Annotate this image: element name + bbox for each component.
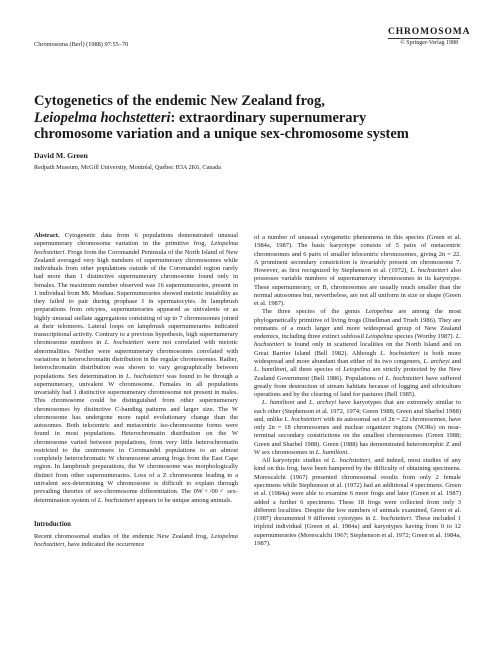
species-name: Leiopelma hochstetteri [34, 533, 238, 549]
introduction-paragraph [34, 533, 238, 550]
title-line-2: : extraordinary supernumerary [170, 109, 367, 126]
body-text: and [449, 357, 461, 365]
body-text: The three species of the genus [262, 308, 366, 316]
species-name: Leiopelma [343, 366, 371, 374]
species-name: L. archeyi [423, 357, 450, 365]
body-paragraph [254, 308, 461, 399]
body-paragraph [254, 399, 461, 457]
species-name: Leiopelma [365, 308, 393, 316]
body-text: All karyotypic studies of [262, 457, 332, 465]
abstract [34, 232, 238, 505]
abstract-text: appears to be unique among animals. [135, 496, 233, 504]
abstract-text: was found to be through a supernumerary, univalent W chromosome. Females in all populations invariably had 1 distinctive supernumerary chromosome not present in males. This chromosome could be distinguished from other supernumerary chromosomes by distinctive C-banding patterns and larger size. The W chromosome has undergone more rapid evolutionary change than the autosomes. Both telocentric and metacentric iso-chromosome forms were found in most populations. Heterochromatin distribution on the W chromosome varied between populations, from very little heterochromatin restricted to the centromere in Coromandel populations to an almost completely heterochromatic W chromosome among frogs from the East Cape region. In lampbrush preparations, the W chromosome was morphologically distinct from other supernumeraries. Loss of a Z chromosome leading to a univalent sex-determining W chromosome is difficult to explain through prevailing theories of sex-chromosome differentiation. The 0W♀/00♂ sex-determination system of [34, 372, 238, 504]
paper-title [34, 93, 474, 143]
body-text: , have indicated the occurrence [64, 541, 145, 549]
species-name: L. hochstetteri [104, 339, 144, 347]
body-text: of a number of unusual cytogenetic phenomena in this species (Green et al. 1984a, 1987). The basic karyotype consists of 5 pairs of metacentric chromosomes and 6 pairs of smaller telocentric chromosomes, giving 2n = 22. A prominent secondary constriction is invariably present on chromosome 7. However, as first recognized by Stephenson et al. (1972), [254, 234, 461, 275]
author-affiliation: Redpath Museum, McGill University, Montréal, Québec H3A 2K6, Canada [34, 164, 221, 171]
abstract-text: . Frogs from the Coromandel Peninsula of the North Island of New Zealand averaged very high numbers of supernumerary chromosomes while individuals from other populations outside of the Coromandel region rarely had more than 1 distinctive supernumerary chromosome found only in females. The maximum number observed was 16 supernumeraries, present in 1 individual from Mt. Moehau. Supernumeraries showed meiotic instability as they failed to pair during prophase I in spermatocytes. In lampbrush preparations from oöcytes, supernumeraries appeared as univalents or as highly unusual stellate aggregations consisting of up to 7 chromosomes joined at their telomeres. Lateral loops on lampbrush supernumeraries indicated transcriptional activity. Contrary to a previous hypothesis, high supernumerary chromosome numbers in [34, 248, 238, 347]
left-column [34, 232, 238, 550]
body-text: and [294, 399, 310, 407]
species-name: Leiopelma hochstetteri [34, 240, 238, 256]
journal-name: CHROMOSOMA [388, 27, 471, 37]
body-text: have karyotypes that are extremely similar to each other (Stephenson et al. 1972, 1974; Green 1988; Green and Sharbel 1988) and, unlike [254, 399, 461, 423]
species-name: L. hochstetteri [385, 374, 424, 382]
body-text: species (Worthy 1987). [392, 333, 456, 341]
species-name: L. archeyi [309, 399, 336, 407]
species-name: L. hochstetteri [331, 457, 371, 465]
body-text: also possesses variable numbers of supernumerary chromosomes in its karyotype. These supernumerary, or B, chromosomes are usually much smaller than the normal autosomes but, nevertheless, are not all uniform in size or shape (Green et al. 1987). [254, 267, 461, 308]
species-name: L. hamiltoni [254, 366, 287, 374]
author-name: David M. Green [34, 151, 88, 160]
body-paragraph [254, 457, 461, 548]
body-text: , all three species of [286, 366, 344, 374]
species-name: L. hochstetteri [97, 496, 136, 504]
body-text: is found only in scattered localities on the North Island and on Great Barrier Island (Bell 1982). Although [254, 341, 461, 357]
species-name: L. hochstetteri [372, 515, 412, 523]
species-name: L. hochstetteri [126, 372, 165, 380]
citation-line: Chromosoma (Berl) (1988) 97:55–70 [34, 41, 129, 48]
species-name: L. hochstetteri [284, 415, 322, 423]
body-text: have suffered greatly from destruction of stream habitats because of logging and silviculture operations and by the clearing of land for pastures (Bell 1985). [254, 374, 461, 399]
species-name: L. hochstetteri [380, 349, 420, 357]
species-name: Leiopelma [365, 333, 393, 341]
body-text: . These included 1 triploid individual (Green et al. 1984a) and karyotypes having from 0 to 12 supernumeraries (Morescalchi 1967; Stephenson et al. 1972; Green et al. 1984a, 1987). [254, 515, 461, 547]
body-text: are among the most phylogenetically primitive of living frogs (Duellman and Trueb 1986). They are remnants of a much larger and more widespread group of New Zealand endemics, including three extinct subfossil [254, 308, 461, 341]
body-text: Recent chromosomal studies of the endemic New Zealand frog, [34, 533, 211, 541]
abstract-text: Cytogenetic data from 6 populations demonstrated unusual supernumerary chromosome variation in the primitive frog, [34, 232, 239, 248]
abstract-label: Abstract. [34, 232, 60, 239]
body-text: . [347, 448, 349, 456]
title-line-1: Cytogenetics of the endemic New Zealand frog, [34, 93, 325, 109]
species-name: L. hamiltoni [315, 448, 348, 456]
header-rule [388, 38, 460, 39]
species-name: L. hochstetteri [254, 333, 462, 349]
body-text: is both more widespread and more abundant than either of its two congeners, [254, 349, 461, 365]
body-text: are strictly protected by the New Zealand Government (Bell 1986). Populations of [254, 366, 461, 382]
right-column [254, 234, 461, 548]
introduction-heading: Introduction [34, 520, 71, 528]
body-text: , and indeed, most studies of any kind on this frog, have been hampered by the difficulty of obtaining specimens. Morescalchi (1967) presented chromosomal results from only 2 female specimens while Stephenson et al. (1972) had an additional 4 specimens. Green et al. (1984a) were able to examine 6 more frogs and later (Green et al. 1987) added a further 6 specimens. These 18 frogs were collected from only 3 different localities. Despite the low numbers of animals examined, Green et al. (1987) documented 9 different cytotypes in [254, 457, 461, 523]
publisher-line: © Springer-Verlag 1988 [400, 40, 458, 46]
body-text: with its autosomal set of 2n = 22 chromosomes, have only 2n = 18 chromosomes and nuclear organizer regions (NORs) on near-terminal secondary constrictions on the smallest chromosomes (Green 1988; Green and Sharbel 1988). Green (1988) has demonstrated heteromorphic Z and W sex chromosomes in [254, 415, 461, 456]
species-name: L. hamiltoni [262, 399, 295, 407]
title-line-3: chromosome variation and a unique sex-chromosome system [34, 126, 409, 142]
abstract-text: were not correlated with meiotic abnormalities. Neither were supernumerary chromosomes correlated with variations in heterochromatin distribution in the regular chromosomes. Rather, heterochromatin distribution was shown to vary geographically between populations. Sex determination in [34, 339, 238, 380]
title-species: Leiopelma hochstetteri [34, 109, 171, 126]
species-name: L. hochstetteri [410, 267, 449, 275]
introduction-continued [254, 234, 461, 308]
journal-header [388, 27, 471, 46]
